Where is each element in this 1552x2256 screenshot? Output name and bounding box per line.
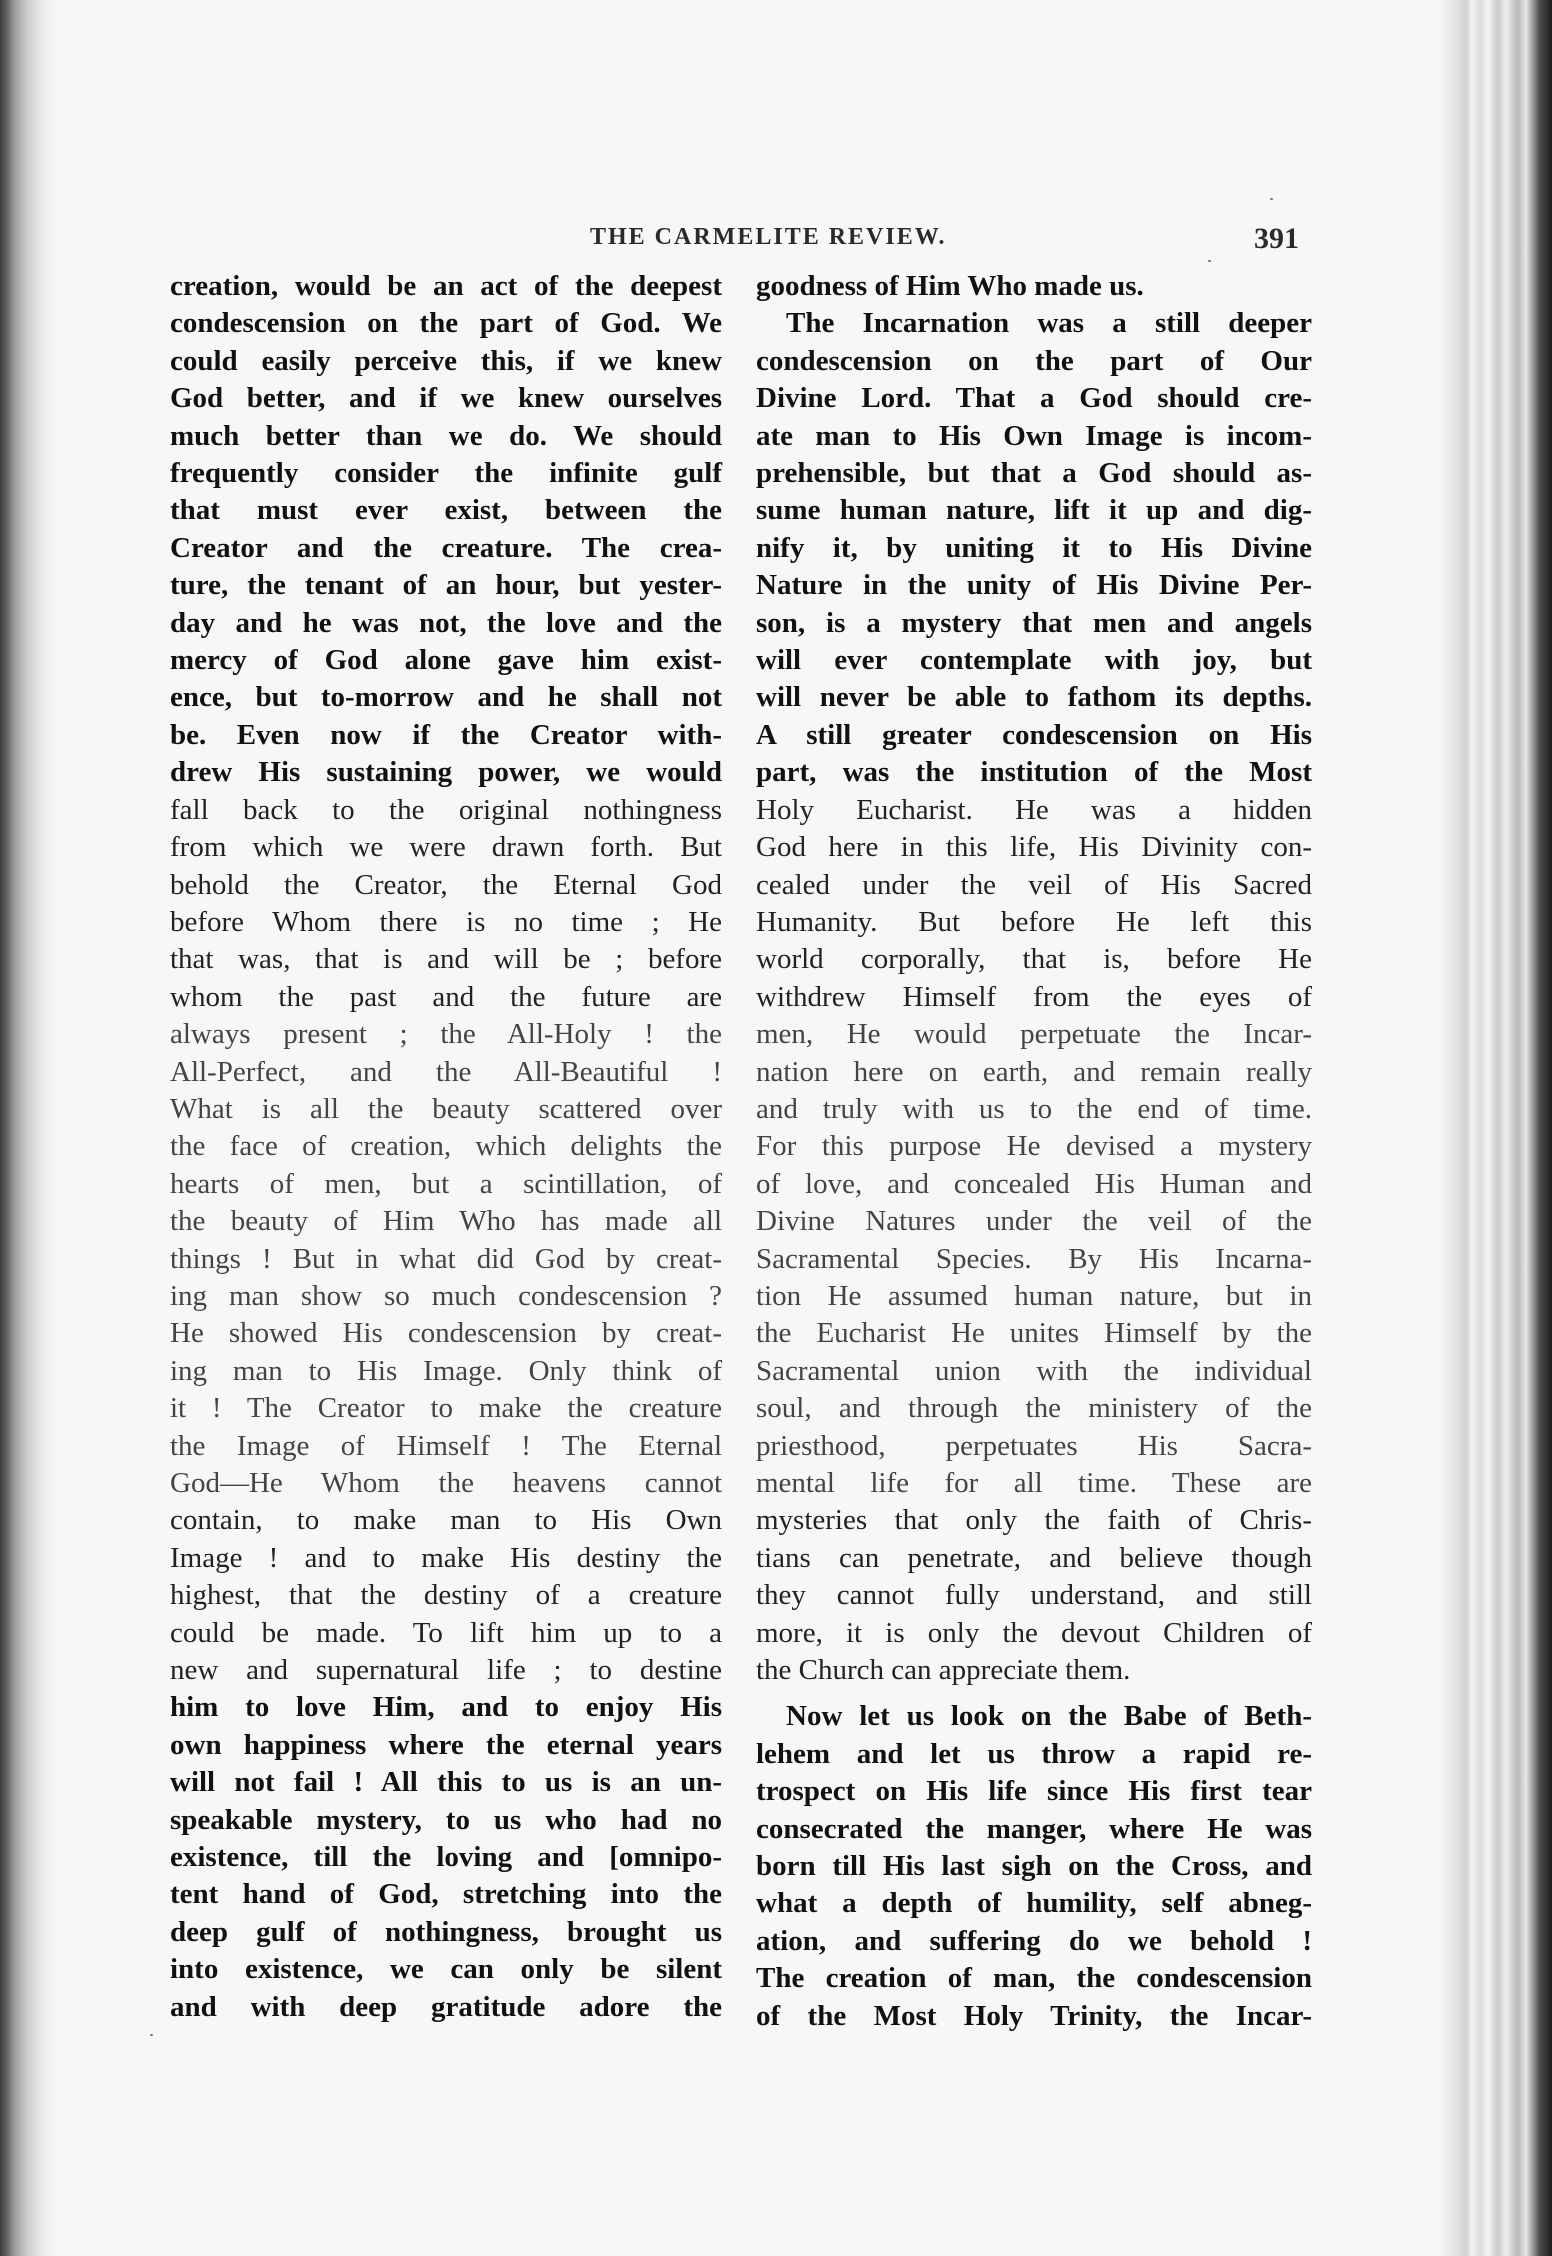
text-line: ence, but to-morrow and he shall not (170, 681, 722, 714)
text-line: soul, and through the ministery of the (756, 1392, 1312, 1425)
text-line: Holy Eucharist. He was a hidden (756, 793, 1312, 826)
text-line: God—He Whom the heavens cannot (170, 1467, 722, 1499)
text-line: existence, till the loving and [omnipo- (170, 1841, 722, 1874)
text-line: will not fail ! All this to us is an un- (170, 1766, 722, 1799)
text-line: The Incarnation was a still deeper (786, 307, 1312, 340)
text-line: A still greater condescension on His (756, 718, 1312, 751)
text-line: ing man to His Image. Only think of (170, 1354, 722, 1387)
text-line: that must ever exist, between the (170, 494, 722, 527)
text-line: condescension on the part of Our (756, 344, 1312, 377)
text-line: they cannot fully understand, and still (756, 1579, 1312, 1612)
running-head: THE CARMELITE REVIEW. (590, 224, 947, 250)
text-line: from which we were drawn forth. But (170, 831, 722, 864)
text-line: cealed under the veil of His Sacred (756, 868, 1312, 901)
text-line: hearts of men, but a scintillation, of (170, 1167, 722, 1200)
text-line: new and supernatural life ; to destine (170, 1654, 722, 1687)
text-line: will never be able to fathom its depths. (756, 681, 1312, 714)
text-line: part, was the institution of the Most (756, 756, 1312, 789)
text-line: world corporally, that is, before He (756, 943, 1312, 976)
text-line: and truly with us to the end of time. (756, 1092, 1312, 1125)
text-line: what a depth of humility, self abneg- (756, 1887, 1312, 1920)
text-line: Creator and the creature. The crea- (170, 531, 722, 564)
text-line: men, He would perpetuate the Incar- (756, 1018, 1312, 1051)
text-line: day and he was not, the love and the (170, 606, 722, 639)
text-line: the beauty of Him Who has made all (170, 1205, 722, 1238)
left-column (170, 268, 722, 2026)
text-line: contain, to make man to His Own (170, 1504, 722, 1537)
text-line: whom the past and the future are (170, 980, 722, 1013)
text-line: ture, the tenant of an hour, but yester- (170, 569, 722, 602)
text-line: God better, and if we knew ourselves (170, 382, 722, 415)
text-line: What is all the beauty scattered over (170, 1092, 722, 1125)
text-line: son, is a mystery that men and angels (756, 606, 1312, 639)
text-line: Divine Natures under the veil of the (756, 1205, 1312, 1238)
text-line: lehem and let us throw a rapid re- (756, 1737, 1312, 1770)
text-line: mental life for all time. These are (756, 1467, 1312, 1499)
text-line: ing man show so much condescension ? (170, 1279, 722, 1312)
text-line: things ! But in what did God by creat- (170, 1242, 722, 1275)
text-line: mercy of God alone gave him exist- (170, 644, 722, 677)
text-line: withdrew Himself from the eyes of (756, 980, 1312, 1013)
text-line: Nature in the unity of His Divine Per- (756, 569, 1312, 602)
paragraph-gap (756, 1689, 1312, 1698)
text-line: For this purpose He devised a mystery (756, 1130, 1312, 1163)
text-line: drew His sustaining power, we would (170, 756, 722, 789)
text-line: always present ; the All-Holy ! the (170, 1018, 722, 1051)
text-line: tent hand of God, stretching into the (170, 1878, 722, 1911)
text-line: Humanity. But before He left this (756, 905, 1312, 938)
text-line: goodness of Him Who made us. (756, 270, 1144, 302)
text-line: could easily perceive this, if we knew (170, 344, 722, 377)
text-line: Sacramental union with the individual (756, 1354, 1312, 1387)
text-line: behold the Creator, the Eternal God (170, 868, 722, 901)
text-line: Image ! and to make His destiny the (170, 1541, 722, 1574)
text-line: the Image of Himself ! The Eternal (170, 1429, 722, 1462)
text-line: ation, and suffering do we behold ! (756, 1924, 1312, 1957)
text-line: deep gulf of nothingness, brought us (170, 1915, 722, 1948)
text-line: it ! The Creator to make the creature (170, 1392, 722, 1425)
text-line: Now let us look on the Babe of Beth- (786, 1700, 1312, 1733)
scan-speck (1270, 198, 1273, 200)
text-line: own happiness where the eternal years (170, 1728, 722, 1761)
text-line: He showed His condescension by creat- (170, 1317, 722, 1350)
text-line: the Eucharist He unites Himself by the (756, 1317, 1312, 1350)
text-line: frequently consider the infinite gulf (170, 457, 722, 490)
scan-speck (150, 2034, 153, 2036)
text-line: mysteries that only the faith of Chris- (756, 1504, 1312, 1537)
text-line: All-Perfect, and the All-Beautiful ! (170, 1055, 722, 1088)
text-line: highest, that the destiny of a creature (170, 1579, 722, 1612)
text-line: more, it is only the devout Children of (756, 1616, 1312, 1649)
text-line: and with deep gratitude adore the (170, 1990, 722, 2023)
text-line: born till His last sigh on the Cross, and (756, 1850, 1312, 1883)
text-line: The creation of man, the condescension (756, 1962, 1312, 1995)
text-line: Divine Lord. That a God should cre- (756, 382, 1312, 415)
text-line: God here in this life, His Divinity con- (756, 831, 1312, 864)
text-line: nify it, by uniting it to His Divine (756, 531, 1312, 564)
text-line: ate man to His Own Image is incom- (756, 419, 1312, 452)
text-line: be. Even now if the Creator with- (170, 718, 722, 751)
text-line: creation, would be an act of the deepest (170, 270, 722, 302)
text-line: tians can penetrate, and believe though (756, 1541, 1312, 1574)
scan-speck (1208, 260, 1211, 262)
text-line: will ever contemplate with joy, but (756, 644, 1312, 677)
text-line: could be made. To lift him up to a (170, 1616, 722, 1649)
text-line: much better than we do. We should (170, 419, 722, 452)
text-line: of the Most Holy Trinity, the Incar- (756, 1999, 1312, 2032)
text-line: him to love Him, and to enjoy His (170, 1691, 722, 1724)
text-line: condescension on the part of God. We (170, 307, 722, 340)
text-line: tion He assumed human nature, but in (756, 1279, 1312, 1312)
text-line: priesthood, perpetuates His Sacra- (756, 1429, 1312, 1462)
text-line: that was, that is and will be ; before (170, 943, 722, 976)
page-number: 391 (1254, 222, 1299, 255)
text-line: sume human nature, lift it up and dig- (756, 494, 1312, 527)
text-line: trospect on His life since His first tear (756, 1775, 1312, 1808)
text-line: the Church can appreciate them. (756, 1654, 1131, 1687)
text-line: into existence, we can only be silent (170, 1953, 722, 1986)
text-line: nation here on earth, and remain really (756, 1055, 1312, 1088)
text-line: the face of creation, which delights the (170, 1130, 722, 1163)
text-line: prehensible, but that a God should as- (756, 457, 1312, 490)
right-column (756, 268, 1312, 2035)
text-line: before Whom there is no time ; He (170, 905, 722, 938)
text-line: Sacramental Species. By His Incarna- (756, 1242, 1312, 1275)
text-line: speakable mystery, to us who had no (170, 1803, 722, 1836)
text-line: fall back to the original nothingness (170, 793, 722, 826)
text-line: consecrated the manger, where He was (756, 1812, 1312, 1845)
text-line: of love, and concealed His Human and (756, 1167, 1312, 1200)
